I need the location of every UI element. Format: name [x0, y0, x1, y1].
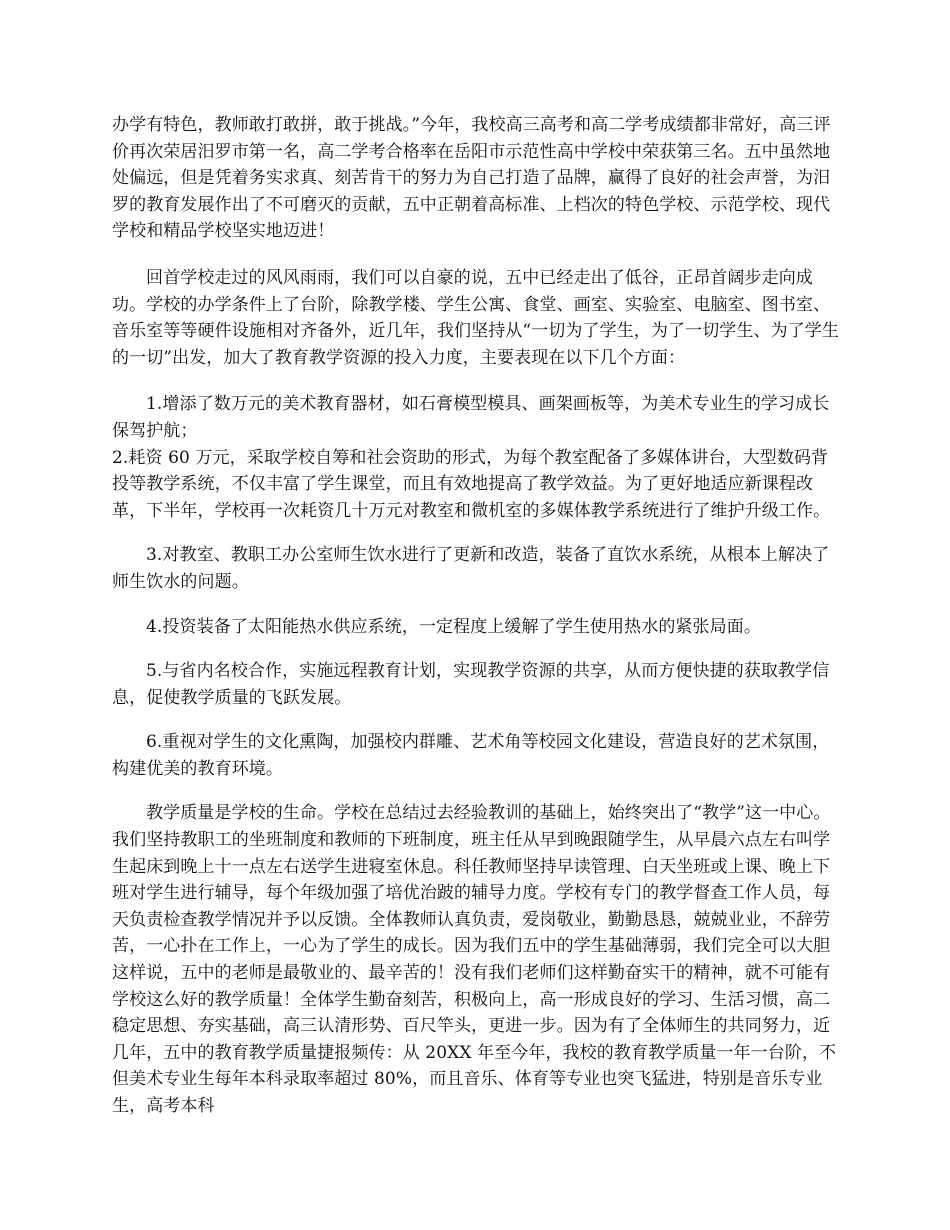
list-item-art-equipment: 1.增添了数万元的美术教育器材，如石膏模型模具、画架画板等，为美术专业生的学习成长保驾护航； — [112, 394, 830, 441]
paragraph-intro-achievements: 办学有特色，教师敢打敢拼，敢于挑战。”今年，我校高三高考和高二学考成绩都非常好，高三评价再次荣居汨罗市第一名，高二学考合格率在岳阳市示范性高中学校中荣获第三名。五中虽然地处偏远，但是凭着务实求真、刻苦肯干的努力为自己打造了品牌，赢得了良好的社会声誉，为汨罗的教育发展作出了不可磨灭的贡献，五中正朝着高标准、上档次的特色学校、示范学校、现代学校和精品学校坚实地迈进！ — [112, 115, 831, 242]
list-item-campus-culture: 6.重视对学生的文化熏陶，加强校内群雕、艺术角等校园文化建设，营造良好的艺术氛围，构建优美的教育环境。 — [112, 732, 830, 779]
list-item-multimedia-system: 2.耗资 60 万元，采取学校自筹和社会资助的形式，为每个教室配备了多媒体讲台，大型数码背投等教学系统，不仅丰富了学生课堂，而且有效地提高了教学效益。为了更好地适应新课程改革，下半年，学校再一次耗资几十万元对教室和微机室的多媒体教学系统进行了维护升级工作。 — [112, 447, 831, 521]
paragraph-school-review: 回首学校走过的风风雨雨，我们可以自豪的说，五中已经走出了低谷，正昂首阔步走向成功。学校的办学条件上了台阶，除教学楼、学生公寓、食堂、画室、实验室、电脑室、图书室、音乐室等等硬件设施相对齐备外，近几年，我们坚持从“一切为了学生，为了一切学生、为了学生的一切”出发，加大了教育教学资源的投入力度，主要表现在以下几个方面： — [112, 267, 839, 368]
paragraph-teaching-quality: 教学质量是学校的生命。学校在总结过去经验教训的基础上，始终突出了“教学”这一中心。我们坚持教职工的坐班制度和教师的下班制度，班主任从早到晚跟随学生，从早晨六点左右叫学生起床到晚上十一点左右送学生进寝室休息。科任教师坚持早读管理、白天坐班或上课、晚上下班对学生进行辅导，每个年级加强了培优治跛的辅导力度。学校有专门的教学督查工作人员，每天负责检查教学情况并予以反馈。全体教师认真负责，爱岗敬业，勤勤恳恳，兢兢业业，不辞劳苦，一心扑在工作上，一心为了学生的成长。因为我们五中的学生基础薄弱，我们完全可以大胆这样说，五中的老师是最敬业的、最辛苦的！没有我们老师们这样勤奋实干的精神，就不可能有学校这么好的教学质量！全体学生勤奋刻苦，积极向上，高一形成良好的学习、生活习惯，高二稳定思想、夯实基础，高三认清形势、百尺竿头，更进一步。因为有了全体师生的共同努力，近几年，五中的教育教学质量捷报频传：从 20XX 年至今年，我校的教育教学质量一年一台阶，不但美术专业生每年本科录取率超过 80%，而且音乐、体育等专业也突飞猛进，特别是音乐专业生，高考本科 — [112, 803, 837, 1116]
list-item-drinking-water: 3.对教室、教职工办公室师生饮水进行了更新和改造，装备了直饮水系统，从根本上解决了师生饮水的问题。 — [112, 545, 830, 592]
list-item-remote-education: 5.与省内名校合作，实施远程教育计划，实现教学资源的共享，从而方便快捷的获取教学信息，促使教学质量的飞跃发展。 — [112, 661, 830, 708]
list-item-solar-water: 4.投资装备了太阳能热水供应系统，一定程度上缓解了学生使用热水的紧张局面。 — [146, 616, 761, 637]
